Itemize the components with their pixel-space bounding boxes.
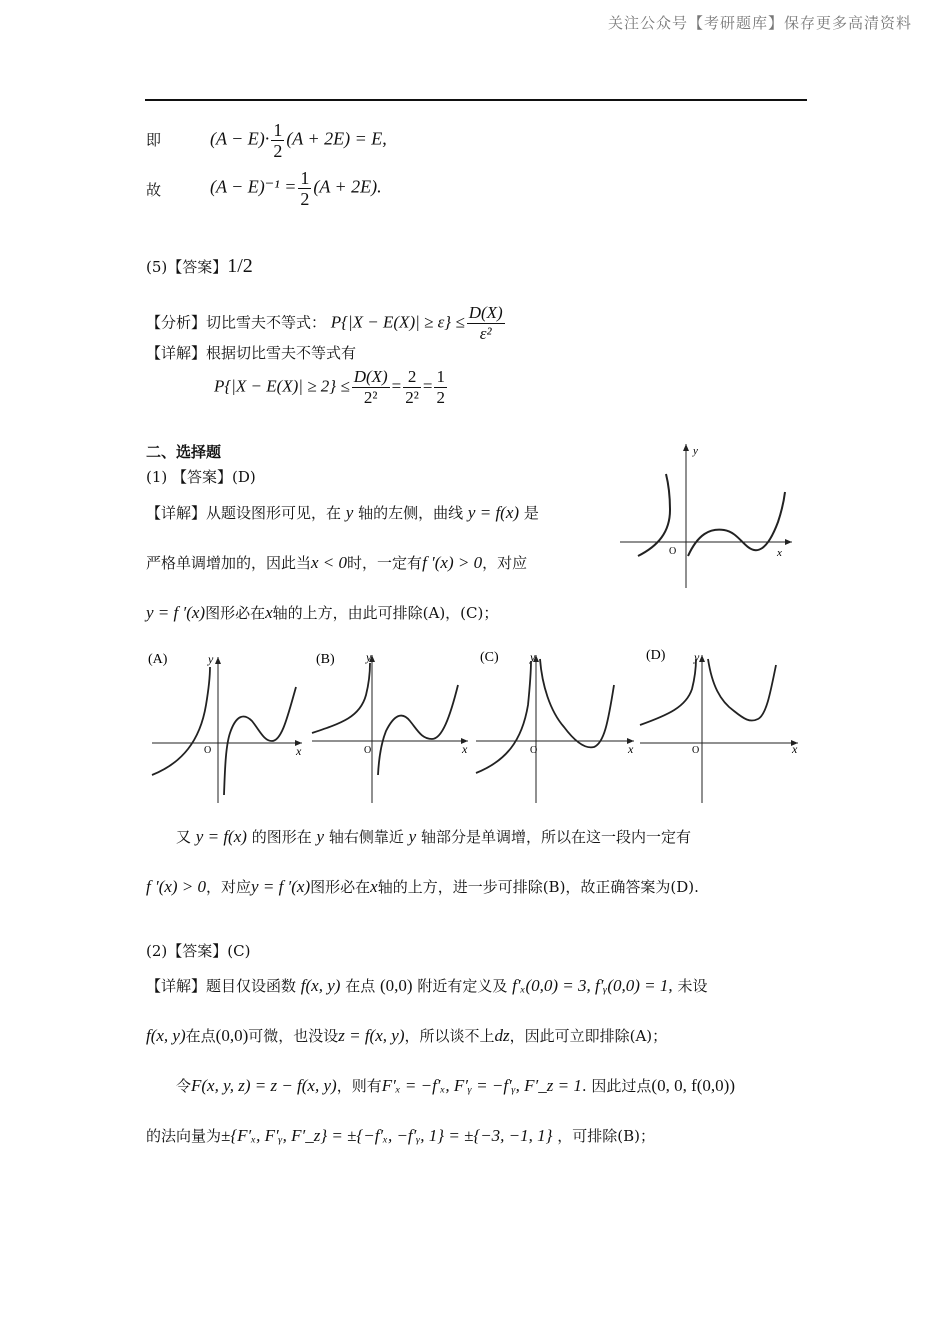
fx-graph-x-label: x xyxy=(777,547,782,559)
graph-d-x: x xyxy=(792,742,798,756)
q1-cont-line1: 又 y = f(x) 的图形在 y 轴右侧靠近 y 轴部分是单调增，所以在这一段内一定有 xyxy=(176,827,691,846)
q2-answer: (2)【答案】(C) xyxy=(146,942,251,960)
q1-detail-line1: 【详解】从题设图形可见，在 y 轴的左侧，曲线 y = f(x) 是 xyxy=(146,503,539,522)
graph-d-y: y xyxy=(694,650,700,664)
graph-a-x: x xyxy=(296,744,302,758)
graph-b-label: (B) xyxy=(316,652,335,667)
graph-b-x: x xyxy=(462,742,468,756)
graph-c-label: (C) xyxy=(480,650,499,665)
label-ji: 即 xyxy=(146,131,162,149)
q2-detail-line1: 【详解】题目仅设函数 f(x, y) 在点 (0,0) 附近有定义及 f′ₓ(0,0) = 3, f′ᵧ(0,0) = 1, 未设 xyxy=(146,976,708,995)
options-graphs xyxy=(146,645,806,805)
graph-option-b xyxy=(312,650,468,803)
chebyshev-equation: P{|X − E(X)| ≥ 2} ≤ $\frac{D(X)}{\text{2²}}$ = $\frac{2}{\text{2²}}$ = $\frac{1}{2}$ xyxy=(214,367,445,407)
label-gu: 故 xyxy=(146,181,162,199)
q1-detail-line2: 严格单调增加的，因此当x < 0时，一定有f ′(x) > 0，对应 xyxy=(146,553,528,572)
graph-a-y: y xyxy=(208,652,214,666)
q5-answer: (5)【答案】1/2 xyxy=(146,255,253,277)
graph-a-label: (A) xyxy=(148,652,168,667)
header-rule xyxy=(145,99,807,101)
q1-detail-line3: y = f ′(x)图形必在x轴的上方，由此可排除(A)，(C)； xyxy=(146,603,499,622)
q5-detail: 【详解】根据切比雪夫不等式有 xyxy=(146,344,357,362)
q2-detail-line4: 的法向量为±{F′ₓ, F′ᵧ, F′_z} = ±{−f′ₓ, −f′ᵧ, 1} = ±{−3, −1, 1} ，可排除(B)； xyxy=(146,1126,655,1145)
fx-graph-y-label: y xyxy=(693,445,698,457)
q1-cont-line2: f ′(x) > 0，对应y = f ′(x)图形必在x轴的上方，进一步可排除(B)，故正确答案为(D). xyxy=(146,877,699,896)
graph-option-c xyxy=(476,650,634,803)
graph-option-a xyxy=(148,652,302,803)
graph-a-o: O xyxy=(204,745,212,756)
graph-option-d xyxy=(640,648,798,803)
q2-detail-line3: 令F(x, y, z) = z − f(x, y)，则有F′ₓ = −f′ₓ, F′ᵧ = −f′ᵧ, F′_z = 1. 因此过点(0, 0, f(0,0)) xyxy=(176,1076,735,1095)
q2-detail-line2: f(x, y)在点(0,0)可微，也没设z = f(x, y)，所以谈不上dz，因此可立即排除(A)； xyxy=(146,1026,668,1045)
graph-b-o: O xyxy=(364,745,372,756)
watermark: 关注公众号【考研题库】保存更多高清资料 xyxy=(607,14,912,32)
graph-c-y: y xyxy=(530,650,536,664)
graph-c-o: O xyxy=(530,745,538,756)
fx-graph xyxy=(614,438,798,590)
graph-c-x: x xyxy=(628,742,634,756)
equation-1: (A − E)· $\frac{1}{2}$ (A + 2E) = E, xyxy=(210,120,387,161)
graph-d-label: (D) xyxy=(646,648,666,663)
q5-analysis: 【分析】切比雪夫不等式： P{|X − E(X)| ≥ ε} ≤ $\frac{D(X)}{\text{ε²}}$ xyxy=(146,303,503,343)
q1-answer: (1) 【答案】(D) xyxy=(146,468,256,486)
section-title: 二、选择题 xyxy=(146,443,222,461)
fx-graph-origin: O xyxy=(669,546,677,557)
equation-2: (A − E)⁻¹ = $\frac{1}{2}$ (A + 2E). xyxy=(210,168,382,209)
graph-b-y: y xyxy=(366,650,372,664)
graph-d-o: O xyxy=(692,745,700,756)
